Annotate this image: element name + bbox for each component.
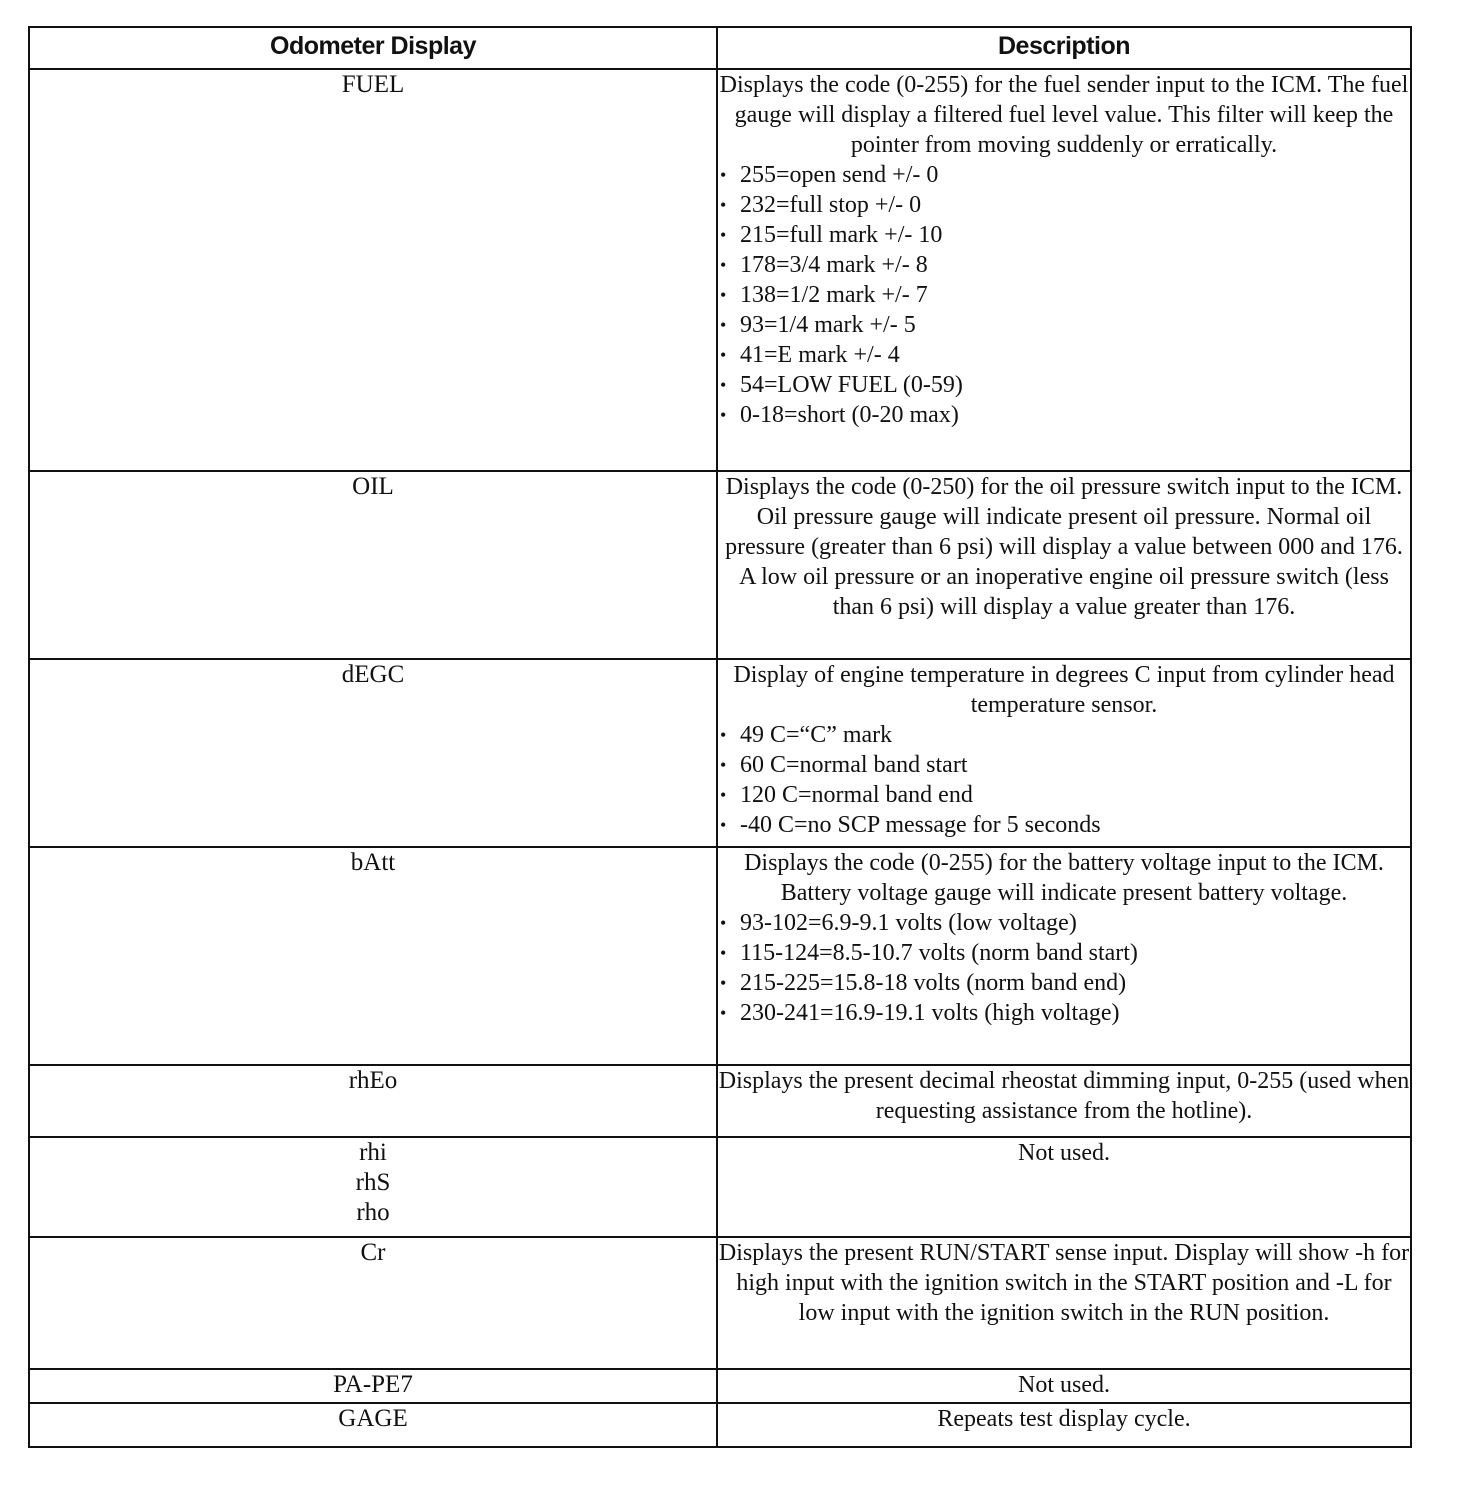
description-text: Repeats test display cycle. <box>937 1406 1191 1432</box>
display-code: FUEL <box>341 71 405 98</box>
display-cell <box>29 847 717 1065</box>
display-cell <box>29 69 717 471</box>
table-row-degc <box>29 659 1411 847</box>
bullet-item: • 230-241=16.9-19.1 volts (high voltage) <box>718 998 1410 1028</box>
bullet-item: • 93-102=6.9-9.1 volts (low voltage) <box>718 908 1410 938</box>
description-cell <box>717 1403 1411 1447</box>
bullet-item: • 255=open send +/- 0 <box>718 160 1410 190</box>
description-text: Displays the present decimal rheostat dimming input, 0-255 (used when requesting assistance from the hotline). <box>718 1068 1410 1124</box>
display-code: rhEo <box>348 1067 398 1094</box>
bullet-item: • 215-225=15.8-18 volts (norm band end) <box>718 968 1410 998</box>
bullet-list <box>718 160 1410 430</box>
header-odometer-display: Odometer Display <box>29 27 717 69</box>
table-row-rheo <box>29 1065 1411 1137</box>
bullet-item: • 232=full stop +/- 0 <box>718 190 1410 220</box>
bullet-item: • 41=E mark +/- 4 <box>718 340 1410 370</box>
bullet-item: • 60 C=normal band start <box>718 750 1410 780</box>
description-text: Displays the present RUN/START sense input. Display will show -h for high input with the ignition switch in the START position and -L for low input with the ignition switch in the RUN position. <box>718 1240 1410 1326</box>
description-text: Displays the code (0-255) for the battery voltage input to the ICM. Battery voltage gauge will indicate present battery voltage. <box>744 850 1384 906</box>
display-cell <box>29 1369 717 1403</box>
description-text: Displays the code (0-250) for the oil pressure switch input to the ICM. Oil pressure gauge will indicate present oil pressure. Normal oil pressure (greater than 6 psi) will display a value between 000 and 176. A low oil pressure or an inoperative engine oil pressure switch (less than 6 psi) will display a value greater than 176. <box>725 474 1403 620</box>
bullet-item: • 93=1/4 mark +/- 5 <box>718 310 1410 340</box>
display-cell <box>29 1137 717 1237</box>
description-cell <box>717 1137 1411 1237</box>
bullet-item: • 115-124=8.5-10.7 volts (norm band start) <box>718 938 1410 968</box>
display-code: Cr <box>360 1239 386 1266</box>
display-code: rhS <box>355 1169 391 1196</box>
display-code: bAtt <box>350 849 396 876</box>
table-row-fuel <box>29 69 1411 471</box>
description-text: Not used. <box>1018 1140 1110 1166</box>
display-cell <box>29 1237 717 1369</box>
odometer-display-table <box>28 26 1412 1448</box>
table-row-gage <box>29 1403 1411 1447</box>
bullet-item: • 120 C=normal band end <box>718 780 1410 810</box>
description-cell <box>717 659 1411 847</box>
description-cell <box>717 1065 1411 1137</box>
display-code: dEGC <box>341 661 405 688</box>
description-cell <box>717 1369 1411 1403</box>
description-text: Not used. <box>1018 1372 1110 1398</box>
bullet-list <box>718 720 1410 840</box>
display-cell <box>29 1403 717 1447</box>
display-cell <box>29 471 717 659</box>
bullet-item: • -40 C=no SCP message for 5 seconds <box>718 810 1410 840</box>
display-cell <box>29 659 717 847</box>
table-row-batt <box>29 847 1411 1065</box>
description-text: Displays the code (0-255) for the fuel sender input to the ICM. The fuel gauge will display a filtered fuel level value. This filter will keep the pointer from moving suddenly or erratically. <box>719 72 1409 158</box>
table-row-oil <box>29 471 1411 659</box>
display-code: rho <box>356 1199 390 1226</box>
display-code: GAGE <box>338 1405 408 1432</box>
bullet-list <box>718 908 1410 1028</box>
bullet-item: • 54=LOW FUEL (0-59) <box>718 370 1410 400</box>
description-cell <box>717 847 1411 1065</box>
description-cell <box>717 1237 1411 1369</box>
table-header-row <box>29 27 1411 69</box>
table-row-cr <box>29 1237 1411 1369</box>
bullet-item: • 178=3/4 mark +/- 8 <box>718 250 1410 280</box>
bullet-item: • 0-18=short (0-20 max) <box>718 400 1410 430</box>
description-cell <box>717 471 1411 659</box>
display-code: PA-PE7 <box>333 1371 413 1398</box>
bullet-item: • 215=full mark +/- 10 <box>718 220 1410 250</box>
header-description: Description <box>717 27 1411 69</box>
display-code: OIL <box>352 473 394 500</box>
display-cell <box>29 1065 717 1137</box>
display-code: rhi <box>359 1139 387 1166</box>
table-row-rhi-rhs-rho <box>29 1137 1411 1237</box>
bullet-item: • 138=1/2 mark +/- 7 <box>718 280 1410 310</box>
bullet-item: • 49 C=“C” mark <box>718 720 1410 750</box>
description-cell <box>717 69 1411 471</box>
description-text: Display of engine temperature in degrees C input from cylinder head temperature sensor. <box>733 662 1395 718</box>
table-row-pa-pe7 <box>29 1369 1411 1403</box>
